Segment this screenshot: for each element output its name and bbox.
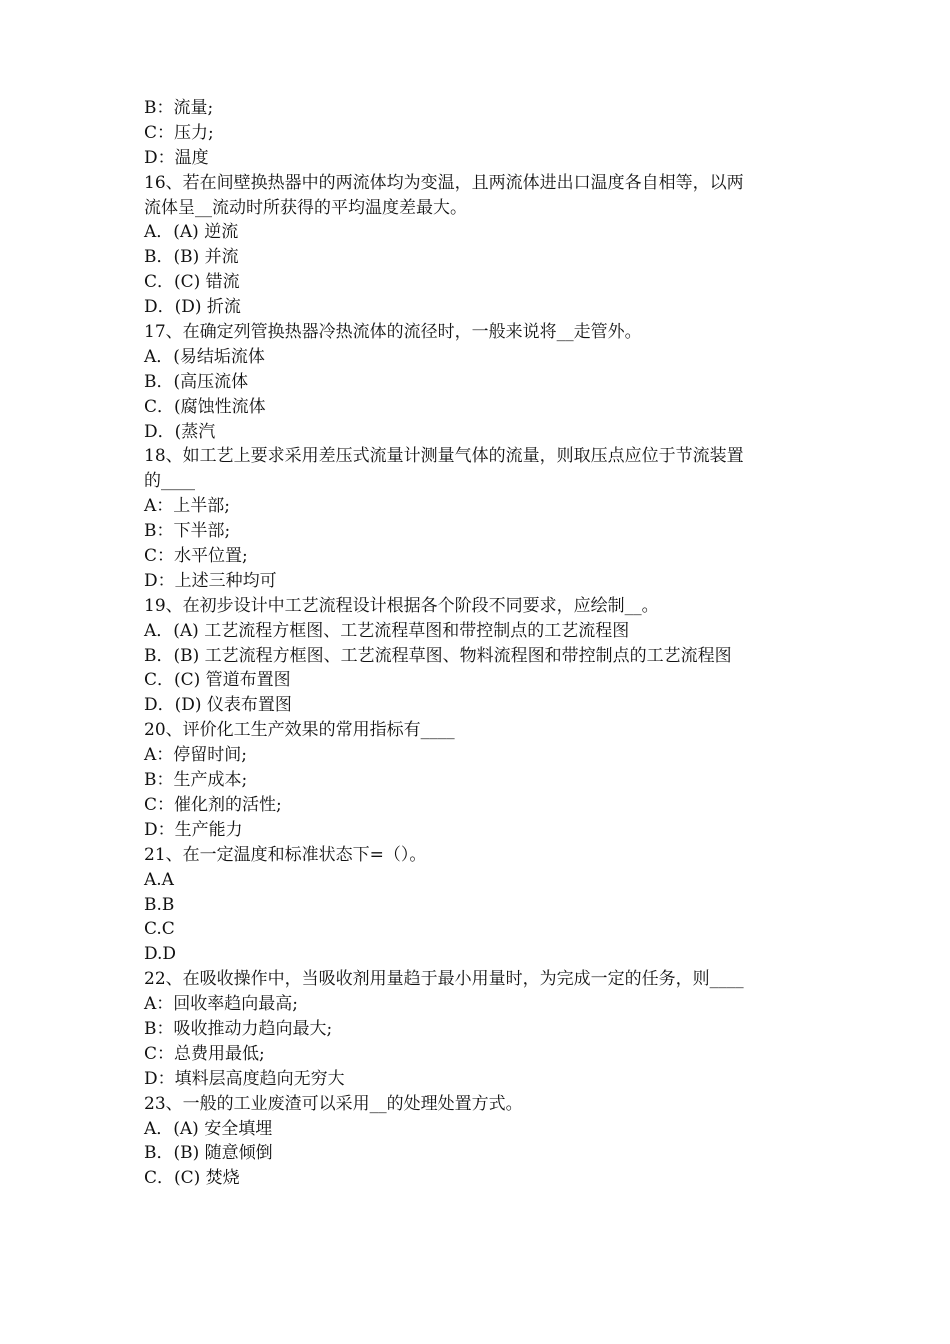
text-line: A：回收率趋向最高; <box>144 994 299 1015</box>
text-line: D：上述三种均可 <box>144 570 277 591</box>
text-line: B．(B) 随意倾倒 <box>144 1143 273 1164</box>
text-line: D.D <box>144 944 177 965</box>
text-line: 22、在吸收操作中，当吸收剂用量趋于最小用量时，为完成一定的任务，则____ <box>144 969 744 990</box>
text-line: A：停留时间; <box>144 745 248 766</box>
text-line: B：生产成本; <box>144 770 248 791</box>
text-line: B.B <box>144 894 175 915</box>
text-line: C：水平位置; <box>144 546 248 567</box>
text-line: D：温度 <box>144 147 209 168</box>
text-line: B．(高压流体 <box>144 371 249 392</box>
text-line: 的____ <box>144 471 195 492</box>
text-line: 19、在初步设计中工艺流程设计根据各个阶段不同要求，应绘制__。 <box>144 595 659 616</box>
text-line: 20、评价化工生产效果的常用指标有____ <box>144 720 455 741</box>
text-line: B：下半部; <box>144 521 231 542</box>
text-line: 23、一般的工业废渣可以采用__的处理处置方式。 <box>144 1093 523 1114</box>
text-line: B：流量; <box>144 98 214 118</box>
text-line: C．(C) 管道布置图 <box>144 670 291 691</box>
text-line: C：总费用最低; <box>144 1043 265 1064</box>
text-line: 流体呈__流动时所获得的平均温度差最大。 <box>144 197 467 218</box>
text-line: D．(D) 仪表布置图 <box>144 695 292 716</box>
text-line: B：吸收推动力趋向最大; <box>144 1018 333 1039</box>
text-line: A：上半部; <box>144 496 231 517</box>
text-line: A．(A) 安全填埋 <box>144 1118 273 1139</box>
text-line: 17、在确定列管换热器冷热流体的流径时，一般来说将__走管外。 <box>144 322 642 343</box>
text-line: B．(B) 并流 <box>144 247 239 268</box>
text-line: C．(C) 错流 <box>144 272 240 293</box>
text-line: B．(B) 工艺流程方框图、工艺流程草图、物料流程图和带控制点的工艺流程图 <box>144 645 732 666</box>
text-line: C．(C) 焚烧 <box>144 1168 240 1189</box>
text-line: A．(易结垢流体 <box>144 346 265 367</box>
text-line: C．(腐蚀性流体 <box>144 396 266 417</box>
text-line: 18、如工艺上要求采用差压式流量计测量气体的流量，则取压点应位于节流装置 <box>144 446 744 467</box>
text-line: D：生产能力 <box>144 819 243 840</box>
text-line: C：催化剂的活性; <box>144 794 282 815</box>
text-line: A.A <box>144 869 174 890</box>
text-line: D：填料层高度趋向无穷大 <box>144 1068 345 1089</box>
text-line: 16、若在间壁换热器中的两流体均为变温，且两流体进出口温度各自相等，以两 <box>144 172 744 193</box>
text-line: D．(蒸汽 <box>144 421 216 442</box>
text-line: A．(A) 逆流 <box>144 222 239 243</box>
text-line: C：压力; <box>144 122 214 143</box>
text-line: 21、在一定温度和标准状态下=（）。 <box>144 844 427 865</box>
text-line: C.C <box>144 919 175 940</box>
text-line: D．(D) 折流 <box>144 297 241 318</box>
text-line: A．(A) 工艺流程方框图、工艺流程草图和带控制点的工艺流程图 <box>144 620 630 641</box>
document-body <box>144 96 824 1191</box>
